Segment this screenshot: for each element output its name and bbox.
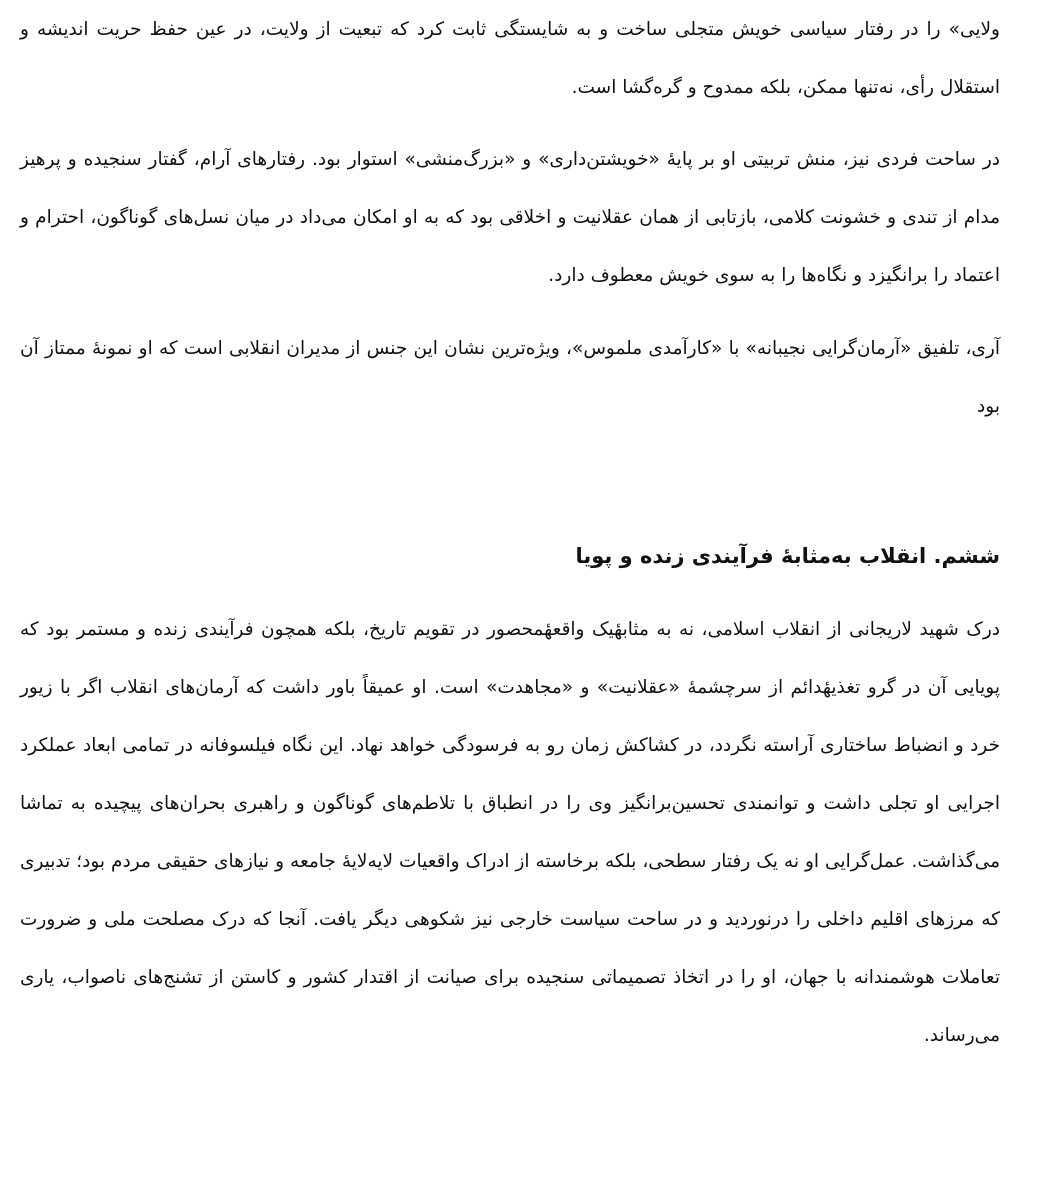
paragraph-4: درک شهید لاریجانی از انقلاب اسلامی، نه به مثابهٔیک واقعهٔمحصور در تقویم تاریخ، بلکه همچون فرآیندی زنده و مستمر بود که پویایی آن در گرو تغذیهٔدائم از سرچشمهٔ «عقلانیت» و «مجاهدت» است. او عمیقاً باور داشت که آرمان‌های انقلاب اگر با زیور خرد و انضباط ساختاری آراسته نگردد، در کشاکش زمان رو به فرسودگی خواهد نهاد. این نگاه فیلسوفانه در تمامی ابعاد عملکرد اجرایی او تجلی داشت و توانمندی تحسین‌برانگیز وی را در انطباق با تلاطم‌های گوناگون و راهبری بحران‌های پیچیده به تماشا می‌گذاشت. عمل‌گرایی او نه یک رفتار سطحی، بلکه برخاسته از ادراک واقعیات لایه‌لایهٔ جامعه و نیازهای حقیقی مردم بود؛ تدبیری که مرزهای اقلیم داخلی را درنوردید و در ساحت سیاست خارجی نیز شکوهی دیگر یافت. آنجا که درک مصلحت ملی و ضرورت تعاملات هوشمندانه با جهان، او را در اتخاذ تصمیماتی سنجیده برای صیانت از اقتدار کشور و کاستن از تشنج‌های ناصواب، یاری می‌رساند. xyxy=(20,619,1000,1046)
paragraph-1: ولایی» را در رفتار سیاسی خویش متجلی ساخت و به شایستگی ثابت کرد که تبعیت از ولایت، در عین حفظ حریت اندیشه و استقلال رأی، نه‌تنها ممکن، بلکه ممدوح و گره‌گشا است. xyxy=(20,19,1000,98)
paragraph-3: آری، تلفیق «آرمان‌گرایی نجیبانه» با «کارآمدی ملموس»، ویژه‌ترین نشان این جنس از مدیران انقلابی است که او نمونهٔ ممتاز آن بود xyxy=(20,338,1000,417)
section-heading: ششم. انقلاب به‌مثابهٔ فرآیندی زنده و پویا xyxy=(575,544,1000,568)
paragraph-2: در ساحت فردی نیز، منش تربیتی او بر پایهٔ «خویشتن‌داری» و «بزرگ‌منشی» استوار بود. رفتارهای آرام، گفتار سنجیده و پرهیز مدام از تندی و خشونت کلامی، بازتابی از همان عقلانیت و اخلاقی بود که به او امکان می‌داد در میان نسل‌های گوناگون، احترام و اعتماد را برانگیزد و نگاه‌ها را به سوی خویش معطوف دارد. xyxy=(20,149,1000,286)
